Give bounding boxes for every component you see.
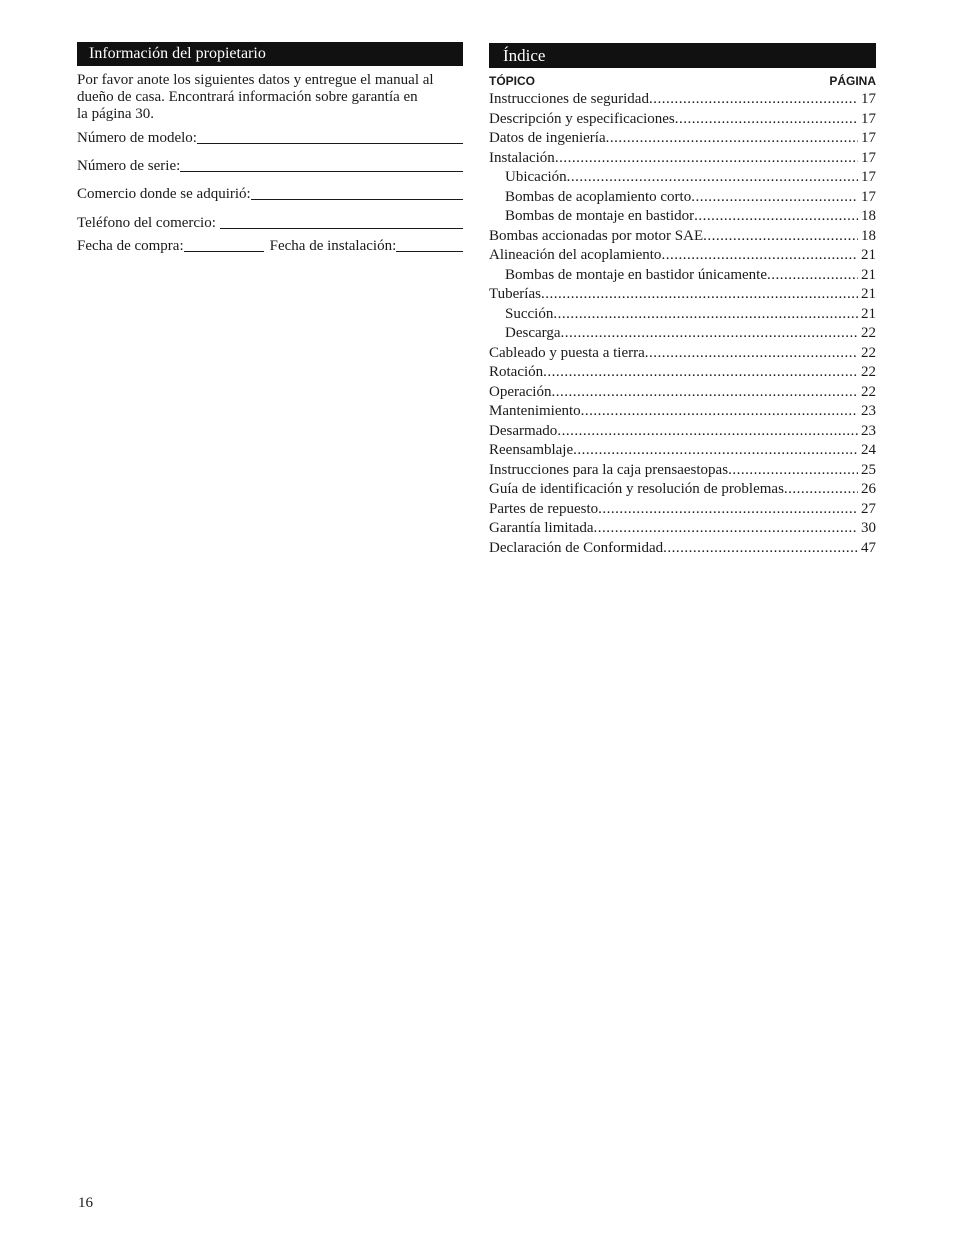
toc-entry[interactable] <box>489 246 876 266</box>
toc-entry-page: 17 <box>861 149 876 166</box>
toc-entry-label: Descripción y especificaciones <box>489 110 675 127</box>
toc-entry-page: 47 <box>861 539 876 556</box>
toc-entry[interactable] <box>489 402 876 422</box>
toc-entry-page: 17 <box>861 110 876 127</box>
toc-entry[interactable] <box>489 539 876 559</box>
toc-leader <box>594 519 858 539</box>
toc-entry[interactable] <box>489 363 876 383</box>
toc-entry-page: 22 <box>861 344 876 361</box>
toc-entry-page: 18 <box>861 227 876 244</box>
store-field <box>77 185 463 203</box>
toc-entry-page: 17 <box>861 188 876 205</box>
toc-entry-page: 17 <box>861 91 876 107</box>
toc-leader <box>645 344 858 364</box>
toc-entry-page: 21 <box>861 286 876 302</box>
index-section <box>489 43 876 558</box>
toc-entry[interactable] <box>489 149 876 169</box>
intro-line: Por favor anote los siguientes datos y entregue el manual al <box>77 72 434 88</box>
toc-entry[interactable] <box>489 110 876 130</box>
toc-leader <box>649 90 858 110</box>
store-phone-field <box>77 214 463 232</box>
toc-entry[interactable] <box>489 422 876 442</box>
toc-leader <box>767 266 858 286</box>
purchase-date-label: Fecha de compra: <box>77 238 184 254</box>
toc-leader <box>553 305 858 325</box>
store-phone-label: Teléfono del comercio: <box>77 215 216 231</box>
store-phone-line <box>220 227 463 229</box>
toc-entry[interactable] <box>489 383 876 403</box>
toc-entry[interactable] <box>489 519 876 539</box>
store-label: Comercio donde se adquirió: <box>77 186 251 202</box>
toc-entry-page: 22 <box>861 383 876 400</box>
page-number: 16 <box>78 1195 93 1211</box>
toc-entry-label: Desarmado <box>489 422 558 439</box>
toc-entry-page: 23 <box>861 422 876 439</box>
toc-entry-page: 18 <box>861 208 876 224</box>
toc-leader <box>543 363 858 383</box>
toc-entry-page: 27 <box>861 500 876 517</box>
toc-entry-page: 21 <box>861 305 876 322</box>
toc-leader <box>606 129 858 149</box>
serial-number-label: Número de serie: <box>77 158 181 174</box>
toc-leader <box>581 402 858 422</box>
toc-entry-page: 21 <box>861 247 876 263</box>
toc-entry[interactable] <box>489 227 876 247</box>
serial-number-field <box>77 157 463 175</box>
toc-entry-label: Bombas de acoplamiento corto <box>505 188 692 205</box>
toc-entry-label: Tuberías <box>489 286 541 302</box>
toc-entry-page: 24 <box>861 442 876 458</box>
toc-entry-label: Instrucciones de seguridad <box>489 91 649 107</box>
toc-entry-label: Declaración de Conformidad <box>489 539 664 556</box>
toc-leader <box>663 539 858 559</box>
toc-entry-label: Instrucciones para la caja prensaestopas <box>489 461 729 478</box>
toc-entry-label: Guía de identificación y resolución de problemas <box>489 481 784 497</box>
toc-entry-label: Bombas de montaje en bastidor únicamente <box>505 266 768 283</box>
toc-entry[interactable] <box>489 480 876 500</box>
toc-entry[interactable] <box>489 344 876 364</box>
install-date-label: Fecha de instalación: <box>269 238 397 254</box>
toc-leader <box>703 227 858 247</box>
index-column-headers <box>489 73 876 90</box>
toc-leader <box>784 480 858 500</box>
toc-entry-label: Ubicación <box>505 169 567 185</box>
toc-entry-label: Operación <box>489 383 552 400</box>
toc-leader <box>661 246 858 266</box>
toc-entry-page: 22 <box>861 364 876 380</box>
toc-entry-label: Partes de repuesto <box>489 500 599 517</box>
toc-subentry[interactable] <box>489 266 876 286</box>
topic-column-header: TÓPICO <box>489 74 536 88</box>
toc-entry-label: Succión <box>505 305 554 322</box>
toc-entry[interactable] <box>489 285 876 305</box>
toc-entry-label: Descarga <box>505 325 561 341</box>
toc-entry-label: Datos de ingeniería <box>489 130 606 146</box>
dates-field <box>77 237 463 255</box>
toc-entry-page: 17 <box>861 130 876 146</box>
toc-entry-label: Mantenimiento <box>489 403 581 419</box>
toc-entry-label: Alineación del acoplamiento <box>489 247 662 263</box>
toc-entry[interactable] <box>489 461 876 481</box>
toc-entry-page: 17 <box>861 169 876 185</box>
toc-entry-label: Garantía limitada <box>489 520 594 536</box>
toc-leader <box>567 168 858 188</box>
toc-entry-page: 22 <box>861 325 876 341</box>
intro-line: la página 30. <box>77 106 155 122</box>
toc-entry-page: 30 <box>861 520 876 536</box>
toc-subentry[interactable] <box>489 207 876 227</box>
toc-leader <box>598 500 858 520</box>
index-heading: Índice <box>489 43 876 68</box>
toc-leader <box>675 110 858 130</box>
toc-entry-label: Instalación <box>489 149 555 166</box>
toc-leader <box>691 188 858 208</box>
install-date-line <box>396 250 463 252</box>
toc-leader <box>728 461 858 481</box>
toc-leader <box>551 383 858 403</box>
toc-entry-page: 25 <box>861 461 876 478</box>
toc-entry[interactable] <box>489 441 876 461</box>
toc-leader <box>573 441 858 461</box>
toc-entry[interactable] <box>489 90 876 110</box>
toc-leader <box>561 324 858 344</box>
toc-entry-label: Cableado y puesta a tierra <box>489 344 645 361</box>
intro-line: dueño de casa. Encontrará información sobre garantía en <box>77 89 418 105</box>
serial-number-line <box>180 170 463 172</box>
toc-entry-page: 26 <box>861 481 876 497</box>
toc-entry-label: Reensamblaje <box>489 442 574 458</box>
model-number-field <box>77 129 463 147</box>
store-line <box>251 198 463 200</box>
owner-info-intro <box>77 72 463 123</box>
toc-entry-label: Rotación <box>489 364 544 380</box>
toc-entry-page: 23 <box>861 403 876 419</box>
owner-info-section <box>77 42 463 255</box>
toc-leader <box>541 285 858 305</box>
toc-entry-label: Bombas de montaje en bastidor <box>505 208 695 224</box>
toc-subentry[interactable] <box>489 305 876 325</box>
toc-leader <box>557 422 858 442</box>
toc-entry-page: 21 <box>861 266 876 283</box>
toc-subentry[interactable] <box>489 324 876 344</box>
page-column-header: PÁGINA <box>829 74 876 88</box>
toc-subentry[interactable] <box>489 188 876 208</box>
toc-leader <box>555 149 858 169</box>
toc-subentry[interactable] <box>489 168 876 188</box>
purchase-date-line <box>184 250 264 252</box>
owner-info-heading: Información del propietario <box>77 42 463 66</box>
toc-leader <box>694 207 858 227</box>
model-number-label: Número de modelo: <box>77 130 197 146</box>
toc-entry-label: Bombas accionadas por motor SAE <box>489 227 704 244</box>
toc-entry[interactable] <box>489 500 876 520</box>
model-number-line <box>197 142 463 144</box>
table-of-contents <box>489 90 876 558</box>
toc-entry[interactable] <box>489 129 876 149</box>
